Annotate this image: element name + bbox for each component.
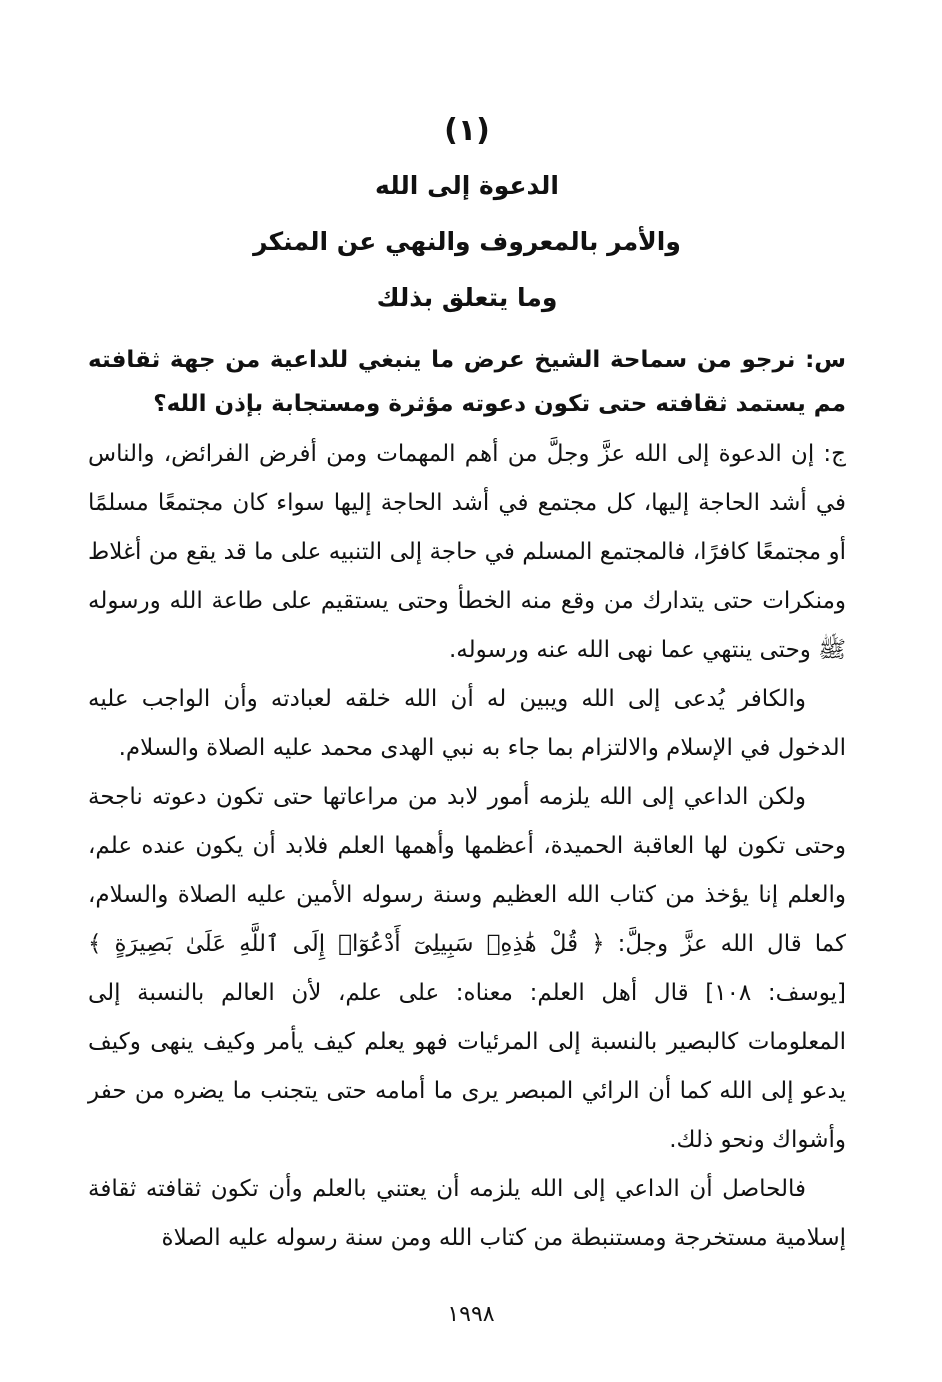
page-body [88, 108, 846, 1308]
chapter-number: (١) [444, 113, 490, 148]
chapter-title-line-3: وما يتعلق بذلك [376, 283, 558, 312]
page-number: ١٩٩٨ [447, 1302, 495, 1327]
chapter-title-line-1: الدعوة إلى الله [375, 171, 559, 200]
body-paragraph: ولكن الداعي إلى الله يلزمه أمور لابد من مراعاتها حتى تكون دعوته ناجحة وحتى تكون لها العاقبة الحميدة، أعظمها وأهمها العلم فلابد أن يكون عنده علم، والعلم إنا يؤخذ من كتاب الله العظيم وسنة رسوله الأمين عليه الصلاة والسلام، كما قال الله عزَّ وجلَّ: ﴿ قُلْ هَٰذِهِۦ سَبِيلِىٓ أَدْعُوٓا۟ إِلَى ٱللَّهِ عَلَىٰ بَصِيرَةٍ ﴾ [يوسف: ١٠٨] قال أهل العلم: معناه: على علم، لأن العالم بالنسبة إلى المعلومات كالبصير بالنسبة إلى المرئيات فهو يعلم كيف يأمر وكيف ينهى وكيف يدعو إلى الله كما أن الرائي المبصر يرى ما أمامه حتى يتجنب ما يضره من حفر وأشواك ونحو ذلك. [88, 784, 846, 1153]
answer-paragraph: ج: إن الدعوة إلى الله عزَّ وجلَّ من أهم المهمات ومن أفرض الفرائض، والناس في أشد الحاجة إليها، كل مجتمع في أشد الحاجة إليها سواء كان مجتمعًا مسلمًا أو مجتمعًا كافرًا، فالمجتمع المسلم في حاجة إلى التنبيه على ما قد يقع من أغلاط ومنكرات حتى يتدارك من وقع منه الخطأ وحتى يستقيم على طاعة الله ورسوله ﷺ وحتى ينتهي عما نهى الله عنه ورسوله. [88, 441, 846, 663]
body-paragraph: والكافر يُدعى إلى الله ويبين له أن الله خلقه لعبادته وأن الواجب عليه الدخول في الإسلام والالتزام بما جاء به نبي الهدى محمد عليه الصلاة والسلام. [88, 686, 846, 761]
body-paragraph: فالحاصل أن الداعي إلى الله يلزمه أن يعتني بالعلم وأن تكون ثقافته ثقافة إسلامية مستخرجة ومستنبطة من كتاب الله ومن سنة رسوله عليه الصلاة [88, 1176, 846, 1251]
chapter-title-line-2: والأمر بالمعروف والنهي عن المنكر [253, 227, 681, 256]
question-text: س: نرجو من سماحة الشيخ عرض ما ينبغي للداعية من جهة ثقافته مم يستمد ثقافته حتى تكون دعوته مؤثرة ومستجابة بإذن الله؟ [88, 347, 846, 417]
